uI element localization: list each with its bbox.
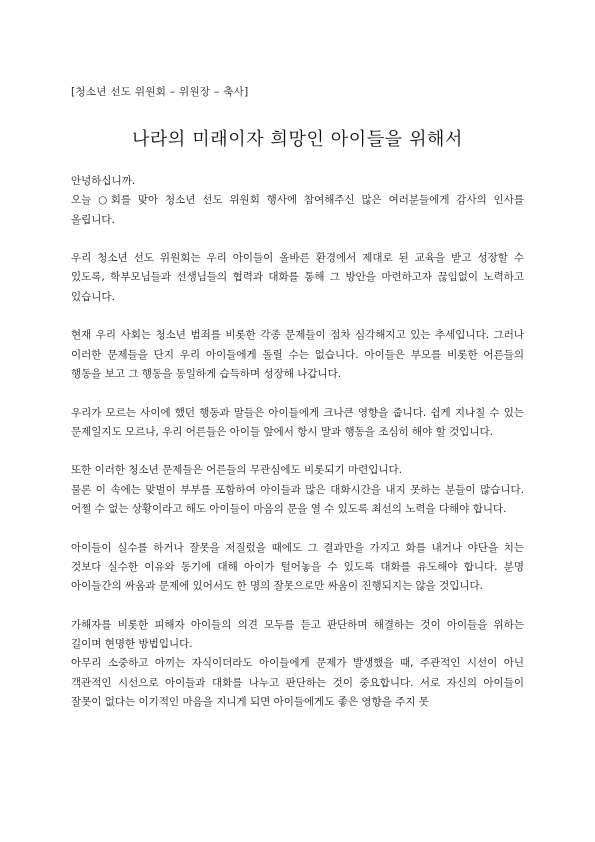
document-body	[71, 172, 524, 712]
paragraph-committee: 우리 청소년 선도 위원회는 우리 아이들이 올바른 환경에서 제대로 된 교육을 받고 성장할 수 있도록, 학부모님들과 선생님들의 협력과 대화를 통해 그 방안을 마련하고자 끊임없이 노력하고 있습니다.	[71, 252, 524, 303]
paragraph-objective-view: 아무리 소중하고 아끼는 자식이더라도 아이들에게 문제가 발생했을 때, 주관적인 시선이 아닌 객관적인 시선으로 아이들과 대화를 나누고 판단하는 것이 중요합니다. 서로 자신의 아이들이 잘못이 없다는 이기적인 마음을 지니게 되면 아이들에게도 좋은 영향을 주지 못	[71, 657, 524, 709]
paragraph-society: 현재 우리 사회는 청소년 범죄를 비롯한 각종 문제들이 점차 심각해지고 있는 추세입니다. 그러나 이러한 문제들을 단지 우리 아이들에게 돌릴 수는 없습니다. 아이들은 부모를 비롯한 어른들의 행동을 보고 그 행동을 동일하게 습득하며 성장해 나갑니다.	[71, 329, 524, 380]
paragraph-indifference: 또한 이러한 청소년 문제들은 어른들의 무관심에도 비롯되기 마련입니다.	[71, 464, 402, 477]
paragraph-dual-income: 물론 이 속에는 맞벌이 부부를 포함하여 아이들과 많은 대화시간을 내지 못하는 분들이 많습니다. 어쩔 수 없는 상황이라고 해도 아이들이 마음의 문을 열 수 있도록 최선의 노력을 다해야 합니다.	[71, 483, 524, 516]
document-category-label: [청소년 선도 위원회 – 위원장 – 축사]	[71, 86, 249, 98]
paragraph-listen-both: 가해자를 비롯한 피해자 아이들의 의견 모두를 듣고 판단하며 해결하는 것이 아이들을 위하는 길이며 현명한 방법입니다.	[71, 618, 524, 651]
document-title: 나라의 미래이자 희망인 아이들을 위해서	[131, 129, 464, 150]
paragraph-mistakes: 아이들이 실수를 하거나 잘못을 저질렀을 때에도 그 결과만을 가지고 화를 내거나 야단을 치는 것보다 실수한 이유와 동기에 대해 아이가 털어놓을 수 있도록 대화를 유도해야 합니다. 분명 아이들간의 싸움과 문제에 있어서도 한 명의 잘못으로만 싸움이 진행되지는 않을 것입니다.	[71, 541, 524, 593]
paragraph-greeting: 안녕하십니까.	[71, 175, 136, 187]
paragraph-thanks: 오늘 ○회를 맞아 청소년 선도 위원회 행사에 참여해주신 많은 여러분들에게 감사의 인사를 올립니다.	[71, 194, 524, 226]
paragraph-behavior: 우리가 모르는 사이에 했던 행동과 말들은 아이들에게 크나큰 영향을 줍니다. 쉽게 지나칠 수 있는 문제일지도 모르나, 우리 어른들은 아이들 앞에서 항시 말과 행동을 조심히 해야 할 것입니다.	[71, 406, 524, 438]
